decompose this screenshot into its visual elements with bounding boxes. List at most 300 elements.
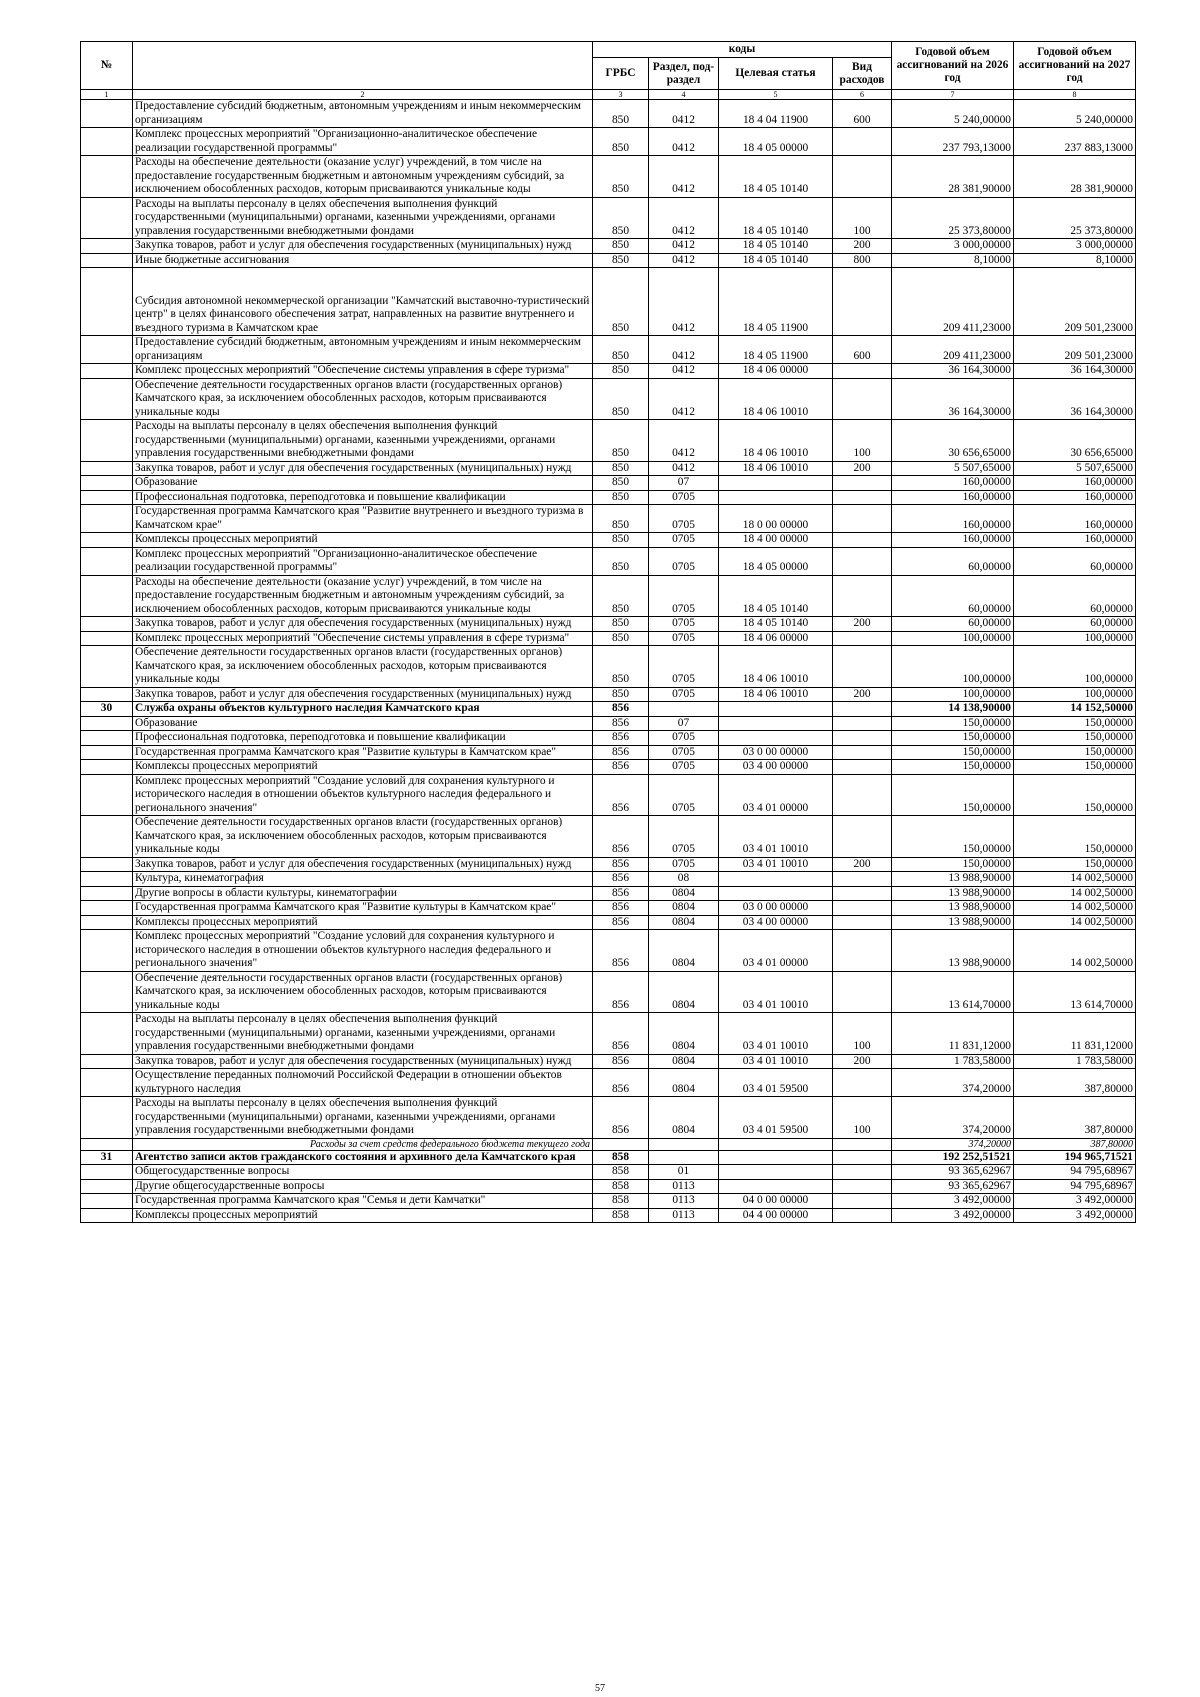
row-name: Иные бюджетные ассигнования bbox=[133, 253, 593, 268]
row-name: Служба охраны объектов культурного наследия Камчатского края bbox=[133, 702, 593, 717]
row-name: Комплекс процессных мероприятий "Организационно-аналитическое обеспечение реализации государственной программы" bbox=[133, 547, 593, 575]
row-statya: 18 4 06 10010 bbox=[719, 420, 833, 462]
row-name: Государственная программа Камчатского края "Развитие культуры в Камчатском крае" bbox=[133, 901, 593, 916]
row-razdel bbox=[649, 1150, 719, 1165]
header-number: № bbox=[81, 42, 133, 90]
row-amount-2026: 3 492,00000 bbox=[892, 1194, 1014, 1209]
row-amount-2027: 60,00000 bbox=[1014, 547, 1136, 575]
row-vid bbox=[833, 745, 892, 760]
row-number bbox=[81, 745, 133, 760]
row-number bbox=[81, 533, 133, 548]
row-grbs: 856 bbox=[593, 816, 649, 858]
row-statya bbox=[719, 490, 833, 505]
table-row bbox=[81, 617, 1136, 632]
row-amount-2026: 160,00000 bbox=[892, 490, 1014, 505]
row-grbs: 856 bbox=[593, 760, 649, 775]
row-name: Закупка товаров, работ и услуг для обеспечения государственных (муниципальных) нужд bbox=[133, 1054, 593, 1069]
row-razdel bbox=[649, 702, 719, 717]
row-name: Комплекс процессных мероприятий "Обеспечение системы управления в сфере туризма" bbox=[133, 364, 593, 379]
row-razdel: 0412 bbox=[649, 253, 719, 268]
row-name: Предоставление субсидий бюджетным, автономным учреждениям и иным некоммерческим организациям bbox=[133, 336, 593, 364]
row-amount-2027: 3 492,00000 bbox=[1014, 1194, 1136, 1209]
row-amount-2026: 13 988,90000 bbox=[892, 915, 1014, 930]
row-number bbox=[81, 971, 133, 1013]
table-row bbox=[81, 461, 1136, 476]
row-amount-2026: 150,00000 bbox=[892, 716, 1014, 731]
row-vid bbox=[833, 364, 892, 379]
row-grbs: 850 bbox=[593, 631, 649, 646]
row-name: Расходы на выплаты персоналу в целях обеспечения выполнения функций государственными (муниципальными) органами, казенными учреждениями, органами управления государственными внебюджетными фондами bbox=[133, 1013, 593, 1055]
row-number bbox=[81, 461, 133, 476]
row-vid bbox=[833, 901, 892, 916]
row-amount-2027: 14 002,50000 bbox=[1014, 886, 1136, 901]
row-amount-2026: 209 411,23000 bbox=[892, 268, 1014, 336]
row-statya bbox=[719, 716, 833, 731]
row-razdel: 0705 bbox=[649, 745, 719, 760]
row-vid bbox=[833, 760, 892, 775]
table-row bbox=[81, 253, 1136, 268]
row-amount-2027: 14 152,50000 bbox=[1014, 702, 1136, 717]
row-grbs: 850 bbox=[593, 336, 649, 364]
row-grbs: 850 bbox=[593, 461, 649, 476]
row-amount-2026: 13 988,90000 bbox=[892, 930, 1014, 972]
row-razdel: 0705 bbox=[649, 547, 719, 575]
table-row bbox=[81, 857, 1136, 872]
row-amount-2027: 94 795,68967 bbox=[1014, 1179, 1136, 1194]
table-row bbox=[81, 646, 1136, 688]
row-razdel: 0705 bbox=[649, 617, 719, 632]
row-number bbox=[81, 253, 133, 268]
row-statya: 03 4 01 00000 bbox=[719, 774, 833, 816]
table-row bbox=[81, 1150, 1136, 1165]
row-name: Профессиональная подготовка, переподготовка и повышение квалификации bbox=[133, 731, 593, 746]
table-row bbox=[81, 197, 1136, 239]
row-vid: 800 bbox=[833, 253, 892, 268]
row-name: Расходы на обеспечение деятельности (оказание услуг) учреждений, в том числе на предоставление государственным бюджетным и автономным учреждениям субсидий, за исключением обособленных расходов, которым присваиваются уникальные коды bbox=[133, 575, 593, 617]
row-number bbox=[81, 100, 133, 128]
row-razdel: 0113 bbox=[649, 1194, 719, 1209]
row-razdel: 0412 bbox=[649, 420, 719, 462]
row-grbs: 850 bbox=[593, 253, 649, 268]
row-razdel: 0412 bbox=[649, 197, 719, 239]
header-codes: коды bbox=[593, 42, 892, 58]
row-razdel: 07 bbox=[649, 716, 719, 731]
row-razdel: 01 bbox=[649, 1165, 719, 1180]
row-amount-2027: 387,80000 bbox=[1014, 1097, 1136, 1139]
row-name: Закупка товаров, работ и услуг для обеспечения государственных (муниципальных) нужд bbox=[133, 687, 593, 702]
row-number: 31 bbox=[81, 1150, 133, 1165]
row-vid bbox=[833, 731, 892, 746]
row-name: Государственная программа Камчатского края "Семья и дети Камчатки" bbox=[133, 1194, 593, 1209]
row-vid bbox=[833, 702, 892, 717]
row-name: Комплекс процессных мероприятий "Обеспечение системы управления в сфере туризма" bbox=[133, 631, 593, 646]
table-row bbox=[81, 774, 1136, 816]
row-razdel: 0412 bbox=[649, 268, 719, 336]
table-row bbox=[81, 716, 1136, 731]
row-statya: 18 0 00 00000 bbox=[719, 505, 833, 533]
row-amount-2027: 150,00000 bbox=[1014, 760, 1136, 775]
row-number bbox=[81, 1097, 133, 1139]
row-amount-2027: 209 501,23000 bbox=[1014, 336, 1136, 364]
row-razdel: 0705 bbox=[649, 631, 719, 646]
row-amount-2027: 160,00000 bbox=[1014, 533, 1136, 548]
row-name: Расходы на выплаты персоналу в целях обеспечения выполнения функций государственными (муниципальными) органами, казенными учреждениями, органами управления государственными внебюджетными фондами bbox=[133, 420, 593, 462]
row-razdel: 0705 bbox=[649, 760, 719, 775]
row-razdel: 0804 bbox=[649, 915, 719, 930]
table-row bbox=[81, 490, 1136, 505]
row-statya: 18 4 05 10140 bbox=[719, 156, 833, 198]
row-number bbox=[81, 547, 133, 575]
row-name: Общегосударственные вопросы bbox=[133, 1165, 593, 1180]
row-grbs: 850 bbox=[593, 156, 649, 198]
table-row bbox=[81, 378, 1136, 420]
row-grbs: 850 bbox=[593, 490, 649, 505]
row-amount-2026: 60,00000 bbox=[892, 617, 1014, 632]
row-number bbox=[81, 872, 133, 887]
row-name: Обеспечение деятельности государственных органов власти (государственных органов) Камчатского края, за исключением обособленных расходов, которым присваиваются уникальные коды bbox=[133, 816, 593, 858]
header-2027: Годовой объем ассигнований на 2027 год bbox=[1014, 42, 1136, 90]
row-amount-2026: 150,00000 bbox=[892, 760, 1014, 775]
table-row bbox=[81, 476, 1136, 491]
row-amount-2026: 160,00000 bbox=[892, 505, 1014, 533]
row-amount-2027: 150,00000 bbox=[1014, 857, 1136, 872]
row-number bbox=[81, 646, 133, 688]
row-grbs: 858 bbox=[593, 1208, 649, 1223]
row-number bbox=[81, 1179, 133, 1194]
row-amount-2027: 14 002,50000 bbox=[1014, 915, 1136, 930]
row-amount-2026: 150,00000 bbox=[892, 816, 1014, 858]
row-vid: 200 bbox=[833, 617, 892, 632]
row-statya: 18 4 06 10010 bbox=[719, 461, 833, 476]
row-razdel: 0412 bbox=[649, 461, 719, 476]
row-amount-2027: 150,00000 bbox=[1014, 774, 1136, 816]
row-vid bbox=[833, 1165, 892, 1180]
row-amount-2027: 387,80000 bbox=[1014, 1138, 1136, 1150]
row-grbs: 856 bbox=[593, 745, 649, 760]
row-amount-2026: 5 240,00000 bbox=[892, 100, 1014, 128]
row-vid bbox=[833, 646, 892, 688]
row-vid bbox=[833, 816, 892, 858]
row-amount-2026: 30 656,65000 bbox=[892, 420, 1014, 462]
row-razdel: 0412 bbox=[649, 239, 719, 254]
row-statya: 03 4 01 10010 bbox=[719, 1013, 833, 1055]
budget-table-sheet bbox=[80, 41, 1135, 1223]
row-grbs: 856 bbox=[593, 930, 649, 972]
row-number bbox=[81, 420, 133, 462]
row-vid: 200 bbox=[833, 857, 892, 872]
row-statya: 03 4 00 00000 bbox=[719, 915, 833, 930]
row-amount-2027: 36 164,30000 bbox=[1014, 364, 1136, 379]
row-name: Предоставление субсидий бюджетным, автономным учреждениям и иным некоммерческим организациям bbox=[133, 100, 593, 128]
row-grbs: 856 bbox=[593, 872, 649, 887]
row-name: Расходы на выплаты персоналу в целях обеспечения выполнения функций государственными (муниципальными) органами, казенными учреждениями, органами управления государственными внебюджетными фондами bbox=[133, 197, 593, 239]
row-grbs: 850 bbox=[593, 378, 649, 420]
table-row bbox=[81, 420, 1136, 462]
row-number bbox=[81, 915, 133, 930]
row-vid bbox=[833, 971, 892, 1013]
row-grbs: 850 bbox=[593, 687, 649, 702]
row-vid: 100 bbox=[833, 197, 892, 239]
table-row bbox=[81, 731, 1136, 746]
row-statya: 03 4 01 10010 bbox=[719, 971, 833, 1013]
row-number bbox=[81, 816, 133, 858]
row-amount-2026: 100,00000 bbox=[892, 687, 1014, 702]
row-name: Закупка товаров, работ и услуг для обеспечения государственных (муниципальных) нужд bbox=[133, 461, 593, 476]
row-name: Закупка товаров, работ и услуг для обеспечения государственных (муниципальных) нужд bbox=[133, 239, 593, 254]
row-number bbox=[81, 364, 133, 379]
table-row bbox=[81, 760, 1136, 775]
column-index: 1 bbox=[81, 90, 133, 100]
row-statya bbox=[719, 1138, 833, 1150]
row-statya: 18 4 05 10140 bbox=[719, 575, 833, 617]
row-razdel: 0412 bbox=[649, 364, 719, 379]
row-grbs: 858 bbox=[593, 1150, 649, 1165]
row-vid: 200 bbox=[833, 687, 892, 702]
row-statya: 03 4 01 10010 bbox=[719, 857, 833, 872]
header-2026: Годовой объем ассигнований на 2026 год bbox=[892, 42, 1014, 90]
row-statya: 03 4 01 59500 bbox=[719, 1069, 833, 1097]
row-grbs: 850 bbox=[593, 420, 649, 462]
header-name bbox=[133, 42, 593, 90]
row-razdel: 0804 bbox=[649, 971, 719, 1013]
row-statya bbox=[719, 886, 833, 901]
row-razdel: 0705 bbox=[649, 731, 719, 746]
row-number bbox=[81, 156, 133, 198]
row-number bbox=[81, 1208, 133, 1223]
row-vid: 200 bbox=[833, 1054, 892, 1069]
row-amount-2026: 14 138,90000 bbox=[892, 702, 1014, 717]
row-statya: 18 4 05 10140 bbox=[719, 253, 833, 268]
row-razdel: 0113 bbox=[649, 1179, 719, 1194]
table-row bbox=[81, 901, 1136, 916]
row-amount-2026: 5 507,65000 bbox=[892, 461, 1014, 476]
row-number bbox=[81, 857, 133, 872]
row-amount-2026: 13 988,90000 bbox=[892, 872, 1014, 887]
row-grbs: 856 bbox=[593, 1097, 649, 1139]
row-razdel: 0705 bbox=[649, 533, 719, 548]
table-row bbox=[81, 930, 1136, 972]
row-vid bbox=[833, 1069, 892, 1097]
row-amount-2027: 25 373,80000 bbox=[1014, 197, 1136, 239]
table-row bbox=[81, 364, 1136, 379]
row-name: Государственная программа Камчатского края "Развитие культуры в Камчатском крае" bbox=[133, 745, 593, 760]
row-name: Государственная программа Камчатского края "Развитие внутреннего и въездного туризма в Камчатском крае" bbox=[133, 505, 593, 533]
row-number bbox=[81, 490, 133, 505]
row-razdel: 07 bbox=[649, 476, 719, 491]
row-grbs: 850 bbox=[593, 617, 649, 632]
row-statya: 03 0 00 00000 bbox=[719, 901, 833, 916]
table-row bbox=[81, 1013, 1136, 1055]
column-index: 2 bbox=[133, 90, 593, 100]
row-name: Образование bbox=[133, 716, 593, 731]
row-amount-2026: 150,00000 bbox=[892, 774, 1014, 816]
row-name: Другие общегосударственные вопросы bbox=[133, 1179, 593, 1194]
row-amount-2027: 150,00000 bbox=[1014, 816, 1136, 858]
row-amount-2026: 3 000,00000 bbox=[892, 239, 1014, 254]
row-razdel: 0804 bbox=[649, 901, 719, 916]
table-row bbox=[81, 1208, 1136, 1223]
budget-table bbox=[80, 41, 1136, 1223]
row-statya bbox=[719, 1165, 833, 1180]
row-statya: 18 4 05 10140 bbox=[719, 239, 833, 254]
row-grbs: 856 bbox=[593, 901, 649, 916]
row-amount-2027: 14 002,50000 bbox=[1014, 872, 1136, 887]
row-amount-2027: 3 000,00000 bbox=[1014, 239, 1136, 254]
row-statya: 18 4 05 10140 bbox=[719, 617, 833, 632]
row-grbs: 850 bbox=[593, 239, 649, 254]
row-name: Расходы на обеспечение деятельности (оказание услуг) учреждений, в том числе на предоставление государственным бюджетным и автономным учреждениям субсидий, за исключением обособленных расходов, которым присваиваются уникальные коды bbox=[133, 156, 593, 198]
row-name: Обеспечение деятельности государственных органов власти (государственных органов) Камчатского края, за исключением обособленных расходов, которым присваиваются уникальные коды bbox=[133, 646, 593, 688]
row-amount-2027: 28 381,90000 bbox=[1014, 156, 1136, 198]
row-grbs: 850 bbox=[593, 533, 649, 548]
row-razdel: 0705 bbox=[649, 575, 719, 617]
row-amount-2027: 94 795,68967 bbox=[1014, 1165, 1136, 1180]
row-grbs: 850 bbox=[593, 197, 649, 239]
row-amount-2027: 387,80000 bbox=[1014, 1069, 1136, 1097]
row-amount-2026: 11 831,12000 bbox=[892, 1013, 1014, 1055]
row-grbs bbox=[593, 1138, 649, 1150]
row-number bbox=[81, 239, 133, 254]
row-vid: 100 bbox=[833, 1013, 892, 1055]
table-row bbox=[81, 971, 1136, 1013]
table-row bbox=[81, 128, 1136, 156]
row-number bbox=[81, 1013, 133, 1055]
table-row bbox=[81, 1138, 1136, 1150]
row-statya: 18 4 06 10010 bbox=[719, 378, 833, 420]
row-amount-2026: 209 411,23000 bbox=[892, 336, 1014, 364]
row-number bbox=[81, 378, 133, 420]
row-grbs: 850 bbox=[593, 268, 649, 336]
row-vid bbox=[833, 378, 892, 420]
row-name: Комплекс процессных мероприятий "Организационно-аналитическое обеспечение реализации государственной программы" bbox=[133, 128, 593, 156]
table-row bbox=[81, 156, 1136, 198]
row-statya: 03 4 01 59500 bbox=[719, 1097, 833, 1139]
column-index: 3 bbox=[593, 90, 649, 100]
row-number bbox=[81, 476, 133, 491]
row-number bbox=[81, 731, 133, 746]
row-vid bbox=[833, 915, 892, 930]
row-amount-2027: 14 002,50000 bbox=[1014, 901, 1136, 916]
row-grbs: 856 bbox=[593, 857, 649, 872]
row-amount-2026: 150,00000 bbox=[892, 745, 1014, 760]
row-vid bbox=[833, 476, 892, 491]
row-vid bbox=[833, 156, 892, 198]
row-number bbox=[81, 197, 133, 239]
row-amount-2027: 100,00000 bbox=[1014, 646, 1136, 688]
row-statya: 18 4 05 00000 bbox=[719, 547, 833, 575]
row-statya: 18 4 05 00000 bbox=[719, 128, 833, 156]
row-number bbox=[81, 774, 133, 816]
row-amount-2027: 160,00000 bbox=[1014, 505, 1136, 533]
row-number bbox=[81, 1165, 133, 1180]
table-row bbox=[81, 533, 1136, 548]
row-razdel: 08 bbox=[649, 872, 719, 887]
row-amount-2027: 194 965,71521 bbox=[1014, 1150, 1136, 1165]
column-index: 5 bbox=[719, 90, 833, 100]
row-statya: 18 4 06 00000 bbox=[719, 631, 833, 646]
table-row bbox=[81, 631, 1136, 646]
table-row bbox=[81, 575, 1136, 617]
row-razdel: 0705 bbox=[649, 490, 719, 505]
row-vid bbox=[833, 128, 892, 156]
table-row bbox=[81, 1179, 1136, 1194]
row-vid bbox=[833, 886, 892, 901]
table-row bbox=[81, 1097, 1136, 1139]
table-row bbox=[81, 1069, 1136, 1097]
row-razdel: 0804 bbox=[649, 1054, 719, 1069]
row-amount-2027: 160,00000 bbox=[1014, 476, 1136, 491]
row-statya: 18 4 05 11900 bbox=[719, 268, 833, 336]
row-grbs: 850 bbox=[593, 575, 649, 617]
row-vid bbox=[833, 1194, 892, 1209]
row-amount-2026: 160,00000 bbox=[892, 476, 1014, 491]
row-vid bbox=[833, 547, 892, 575]
row-number: 30 bbox=[81, 702, 133, 717]
row-amount-2026: 93 365,62967 bbox=[892, 1165, 1014, 1180]
row-vid bbox=[833, 1208, 892, 1223]
row-amount-2026: 8,10000 bbox=[892, 253, 1014, 268]
table-row bbox=[81, 1165, 1136, 1180]
row-name: Культура, кинематография bbox=[133, 872, 593, 887]
column-index-row bbox=[81, 90, 1136, 100]
row-number bbox=[81, 631, 133, 646]
row-razdel: 0804 bbox=[649, 1013, 719, 1055]
row-grbs: 850 bbox=[593, 128, 649, 156]
row-number bbox=[81, 128, 133, 156]
row-amount-2026: 36 164,30000 bbox=[892, 378, 1014, 420]
table-row bbox=[81, 915, 1136, 930]
row-amount-2027: 150,00000 bbox=[1014, 716, 1136, 731]
row-number bbox=[81, 268, 133, 336]
row-amount-2027: 1 783,58000 bbox=[1014, 1054, 1136, 1069]
row-amount-2027: 5 240,00000 bbox=[1014, 100, 1136, 128]
column-index: 4 bbox=[649, 90, 719, 100]
row-amount-2027: 150,00000 bbox=[1014, 745, 1136, 760]
row-amount-2026: 25 373,80000 bbox=[892, 197, 1014, 239]
row-statya: 03 4 01 10010 bbox=[719, 816, 833, 858]
row-amount-2026: 93 365,62967 bbox=[892, 1179, 1014, 1194]
row-vid bbox=[833, 490, 892, 505]
row-statya: 04 0 00 00000 bbox=[719, 1194, 833, 1209]
row-amount-2026: 13 988,90000 bbox=[892, 886, 1014, 901]
row-statya bbox=[719, 702, 833, 717]
row-number bbox=[81, 1138, 133, 1150]
row-grbs: 856 bbox=[593, 915, 649, 930]
row-razdel: 0412 bbox=[649, 336, 719, 364]
row-name: Субсидия автономной некоммерческой организации "Камчатский выставочно-туристический центр" в целях финансового обеспечения затрат, направленных на развитие внутреннего и въездного туризма в Камчатском крае bbox=[133, 268, 593, 336]
row-statya: 18 4 05 10140 bbox=[719, 197, 833, 239]
row-razdel: 0705 bbox=[649, 774, 719, 816]
row-amount-2026: 374,20000 bbox=[892, 1069, 1014, 1097]
row-vid: 600 bbox=[833, 100, 892, 128]
row-statya: 18 4 06 10010 bbox=[719, 687, 833, 702]
row-statya: 03 4 01 10010 bbox=[719, 1054, 833, 1069]
table-row bbox=[81, 100, 1136, 128]
row-name: Комплекс процессных мероприятий "Создание условий для сохранения культурного и исторического наследия в отношении объектов культурного наследия федерального и регионального значения" bbox=[133, 930, 593, 972]
row-amount-2026: 36 164,30000 bbox=[892, 364, 1014, 379]
row-amount-2026: 374,20000 bbox=[892, 1138, 1014, 1150]
row-razdel: 0705 bbox=[649, 505, 719, 533]
row-amount-2027: 160,00000 bbox=[1014, 490, 1136, 505]
row-name: Расходы на выплаты персоналу в целях обеспечения выполнения функций государственными (муниципальными) органами, казенными учреждениями, органами управления государственными внебюджетными фондами bbox=[133, 1097, 593, 1139]
row-name: Осуществление переданных полномочий Российской Федерации в отношении объектов культурного наследия bbox=[133, 1069, 593, 1097]
row-statya bbox=[719, 476, 833, 491]
row-vid bbox=[833, 872, 892, 887]
row-vid bbox=[833, 268, 892, 336]
row-name: Образование bbox=[133, 476, 593, 491]
row-amount-2026: 60,00000 bbox=[892, 575, 1014, 617]
row-amount-2026: 28 381,90000 bbox=[892, 156, 1014, 198]
